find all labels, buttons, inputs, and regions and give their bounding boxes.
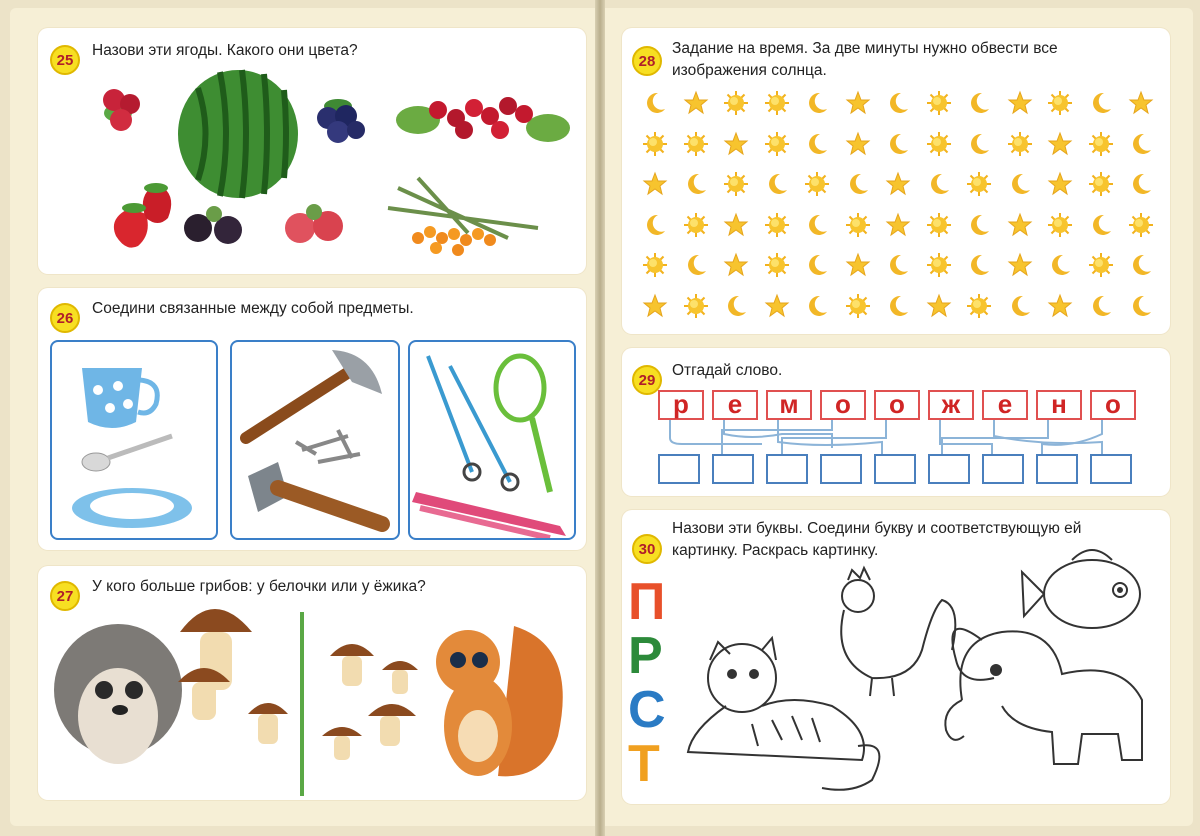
star-icon (1007, 90, 1033, 116)
moon-icon (1128, 293, 1154, 319)
task-29-number: 29 (632, 365, 662, 395)
sports-box (408, 340, 576, 540)
letter-s: С (628, 681, 666, 739)
moon-icon (683, 252, 709, 278)
mushrooms-hedgehog-picture (178, 609, 288, 744)
sun-icon (1088, 252, 1114, 278)
moon-icon (845, 171, 871, 197)
sun-moon-star-grid (622, 28, 1170, 334)
letter-tile: о (874, 390, 920, 420)
elephant-outline (945, 629, 1142, 764)
axe-hammer-nails-illustration (232, 342, 398, 538)
moon-icon (1047, 252, 1073, 278)
moon-icon (926, 171, 952, 197)
star-icon (764, 293, 790, 319)
sun-icon (926, 131, 952, 157)
task-29-card (622, 348, 1170, 496)
sun-icon (723, 90, 749, 116)
moon-icon (642, 90, 668, 116)
coloring-pictures (622, 510, 1170, 804)
letter-tile: р (658, 390, 704, 420)
moon-icon (885, 131, 911, 157)
task-25-text: Назови эти ягоды. Какого они цвета? (92, 42, 358, 59)
answer-box[interactable] (1036, 454, 1078, 484)
moon-icon (804, 212, 830, 238)
sun-icon (926, 90, 952, 116)
redcurrant-picture (396, 97, 570, 142)
letter-tile: е (712, 390, 758, 420)
star-icon (1047, 293, 1073, 319)
sun-icon (804, 171, 830, 197)
moon-icon (1007, 171, 1033, 197)
cup-spoon-plate-illustration (52, 342, 216, 538)
sun-icon (845, 212, 871, 238)
tools-box (230, 340, 400, 540)
moon-icon (683, 171, 709, 197)
sun-icon (764, 131, 790, 157)
sun-icon (966, 171, 992, 197)
letter-r: Р (628, 627, 663, 685)
moon-icon (804, 131, 830, 157)
book-spine (595, 0, 605, 836)
sun-icon (683, 293, 709, 319)
star-icon (1128, 90, 1154, 116)
sun-icon (764, 90, 790, 116)
sun-icon (1047, 90, 1073, 116)
moon-icon (1128, 252, 1154, 278)
star-icon (723, 212, 749, 238)
task-27-number: 27 (50, 581, 80, 611)
sun-icon (683, 131, 709, 157)
moon-icon (966, 90, 992, 116)
moon-icon (885, 252, 911, 278)
star-icon (885, 212, 911, 238)
letter-p: П (628, 573, 666, 631)
star-icon (926, 293, 952, 319)
divider-line (300, 612, 304, 796)
sun-icon (845, 293, 871, 319)
answer-box[interactable] (982, 454, 1024, 484)
star-icon (723, 252, 749, 278)
star-icon (642, 293, 668, 319)
moon-icon (1088, 90, 1114, 116)
task-30-number: 30 (632, 534, 662, 564)
moon-icon (885, 90, 911, 116)
mushrooms-squirrel-picture (322, 644, 418, 760)
sun-icon (723, 171, 749, 197)
moon-icon (1007, 293, 1033, 319)
letter-t: Т (628, 735, 660, 793)
moon-icon (966, 131, 992, 157)
answer-box[interactable] (658, 454, 700, 484)
star-icon (1007, 212, 1033, 238)
moon-icon (885, 293, 911, 319)
sun-icon (642, 131, 668, 157)
cranberry-picture (103, 89, 140, 131)
task-25-card (38, 28, 586, 274)
sun-icon (1088, 131, 1114, 157)
moon-icon (966, 252, 992, 278)
answer-box[interactable] (874, 454, 916, 484)
strawberry-picture (114, 183, 171, 248)
letter-tile: ж (928, 390, 974, 420)
sun-icon (926, 252, 952, 278)
star-icon (683, 90, 709, 116)
star-icon (845, 90, 871, 116)
task-27-card (38, 566, 586, 800)
raspberry-picture (285, 204, 343, 243)
letter-tile: е (982, 390, 1028, 420)
task-26-number: 26 (50, 303, 80, 333)
moon-icon (1088, 212, 1114, 238)
letter-tile: н (1036, 390, 1082, 420)
task-28-text-line2: изображения солнца. (672, 62, 827, 79)
answer-box[interactable] (1090, 454, 1132, 484)
skis-racket-poles-illustration (410, 342, 574, 538)
task-30-text-line2: картинку. Раскрась картинку. (672, 542, 879, 559)
sun-icon (1088, 171, 1114, 197)
moon-icon (804, 252, 830, 278)
moon-icon (1088, 293, 1114, 319)
task-30-card (622, 510, 1170, 804)
sun-icon (966, 293, 992, 319)
star-icon (1047, 131, 1073, 157)
task-28-card (622, 28, 1170, 334)
watermelon-picture (178, 70, 298, 198)
task-28-number: 28 (632, 46, 662, 76)
moon-icon (966, 212, 992, 238)
moon-icon (804, 293, 830, 319)
letter-tile: о (820, 390, 866, 420)
blackberry-picture (184, 206, 242, 244)
letter-tile: о (1090, 390, 1136, 420)
star-icon (642, 171, 668, 197)
moon-icon (723, 293, 749, 319)
seabuckthorn-picture (388, 178, 538, 256)
berries-illustration (38, 28, 586, 274)
kitchen-items-box (50, 340, 218, 540)
sun-icon (1047, 212, 1073, 238)
answer-box[interactable] (928, 454, 970, 484)
sun-icon (683, 212, 709, 238)
moon-icon (764, 171, 790, 197)
star-icon (885, 171, 911, 197)
star-icon (1047, 171, 1073, 197)
hedgehog-picture (54, 624, 182, 764)
moon-icon (1128, 131, 1154, 157)
moon-icon (642, 212, 668, 238)
letter-tile: м (766, 390, 812, 420)
answer-box[interactable] (766, 454, 808, 484)
star-icon (1007, 252, 1033, 278)
answer-box[interactable] (712, 454, 754, 484)
hedgehog-squirrel-mushrooms-illustration (38, 566, 586, 800)
fish-outline (1022, 550, 1140, 628)
sun-icon (1007, 131, 1033, 157)
moon-icon (1128, 171, 1154, 197)
rooster-outline (841, 568, 955, 696)
task-26-card (38, 288, 586, 550)
task-27-text: У кого больше грибов: у белочки или у ёжика? (92, 578, 426, 595)
sun-icon (764, 252, 790, 278)
task-26-text: Соедини связанные между собой предметы. (92, 300, 414, 317)
task-25-number: 25 (50, 45, 80, 75)
sun-icon (764, 212, 790, 238)
sun-icon (642, 252, 668, 278)
sun-icon (1128, 212, 1154, 238)
star-icon (723, 131, 749, 157)
answer-box[interactable] (820, 454, 862, 484)
star-icon (845, 131, 871, 157)
task-29-text: Отгадай слово. (672, 362, 783, 379)
sun-icon (926, 212, 952, 238)
moon-icon (804, 90, 830, 116)
squirrel-picture (436, 626, 563, 776)
task-30-text-line1: Назови эти буквы. Соедини букву и соответствующую ей (672, 520, 1082, 537)
blueberry-picture (317, 99, 365, 143)
task-28-text-line1: Задание на время. За две минуты нужно обвести все (672, 40, 1058, 57)
star-icon (845, 252, 871, 278)
